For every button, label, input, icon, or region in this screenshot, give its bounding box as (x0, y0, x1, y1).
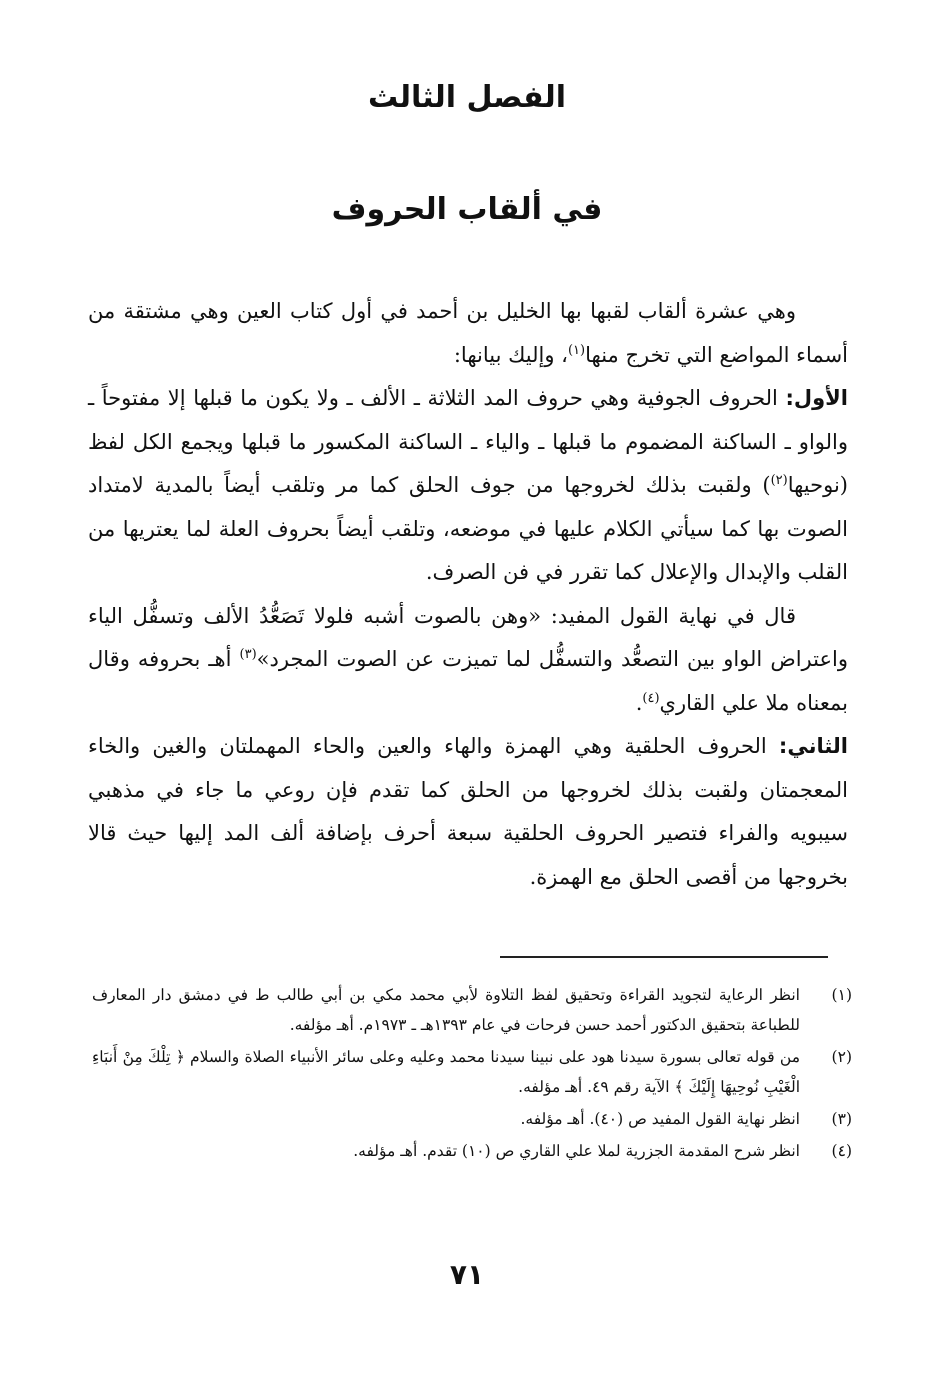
footnote-divider (500, 956, 828, 958)
page-number: ٧١ (449, 1258, 485, 1291)
paragraph-lead: الثاني: (778, 734, 848, 758)
footnote-text: انظر نهاية القول المفيد ص (٤٠). أهـ مؤلفه. (520, 1110, 800, 1128)
paragraph-lead: الأول: (785, 386, 848, 410)
paragraph-tail: أهـ بحروفه وقال بمعناه ملا علي القاري (88, 647, 848, 715)
footnote-ref: (٤) (642, 690, 660, 706)
paragraph-quote (88, 595, 848, 726)
paragraph-tail: ) ولقبت بذلك لخروجها من جوف الحلق كما مر وتلقب أيضاً بالمدية لامتداد الصوت بها كما سيأتي الكلام عليها في موضعه، وتلقب أيضاً بحروف العلة لما يعتريها من القلب والإبدال والإعلال كما تقرر في فن الصرف. (88, 473, 848, 584)
footnote-item (92, 1042, 852, 1102)
paragraph-text: وهي عشرة ألقاب لقبها بها الخليل بن أحمد في أول كتاب العين وهي مشتقة من أسماء المواضع التي تخرج منها (88, 299, 848, 367)
paragraph-tail: ، وإليك بيانها: (453, 342, 568, 367)
footnotes (92, 980, 852, 1168)
footnote-ref: (٣) (239, 647, 257, 662)
paragraph-second (88, 725, 848, 899)
paragraph-text: الحروف الحلقية وهي الهمزة والهاء والعين والحاء المهملتان والغين والخاء المعجمتان ولقبت بذلك لخروجها من الحلق كما تقدم فإن روعي ما جاء في مذهبي سيبويه والفراء فتصير الحروف الحلقية سبعة أحرف بإضافة ألف المد إليها حيث قالا بخروجها من أقصى الحلق مع الهمزة. (88, 734, 848, 889)
footnote-text: انظر شرح المقدمة الجزرية لملا علي القاري ص (١٠) تقدم. أهـ مؤلفه. (353, 1142, 800, 1160)
body-text (88, 290, 848, 899)
footnote-item (92, 1136, 852, 1166)
section-title: في ألقاب الحروف (331, 192, 603, 227)
footnote-number: (١) (831, 986, 852, 1004)
footnote-item (92, 1104, 852, 1134)
paragraph-text: الحروف الجوفية وهي حروف المد الثلاثة ـ الألف ـ ولا يكون ما قبلها إلا مفتوحاً ـ والواو ـ الساكنة المضموم ما قبلها ـ والياء ـ الساكنة المكسور ما قبلها ويجمع الكل لفظ (نوحيها (88, 386, 848, 497)
footnote-ref: (٢) (770, 473, 788, 488)
footnote-text: انظر الرعاية لتجويد القراءة وتحقيق لفظ التلاوة لأبي محمد مكي بن أبي طالب ط في دمشق دار المعارف للطباعة بتحقيق الدكتور أحمد حسن فرحات في عام ١٣٩٣هـ ـ ١٩٧٣م. أهـ مؤلفه. (92, 986, 800, 1034)
paragraph-intro (88, 290, 848, 377)
chapter-title: الفصل الثالث (367, 80, 566, 115)
paragraph-first (88, 377, 848, 595)
paragraph-text: قال في نهاية القول المفيد: «وهن بالصوت أشبه فلولا تَصَعُّدُ الألف وتسفُّل الياء واعتراض الواو بين التصعُّد والتسفُّل لما تميزت عن الصوت المجرد» (88, 603, 848, 671)
footnote-ref: (١) (567, 342, 586, 358)
footnote-item (92, 980, 852, 1040)
footnote-number: (٤) (831, 1142, 852, 1160)
paragraph-tail: . (635, 690, 643, 715)
footnote-number: (٣) (831, 1110, 852, 1128)
footnote-number: (٢) (831, 1048, 852, 1066)
footnote-text: من قوله تعالى بسورة سيدنا هود على نبينا سيدنا محمد وعليه وعلى سائر الأنبياء الصلاة والسلام ﴿ تِلْكَ مِنْ أَنبَاءِ الْغَيْبِ نُوحِيهَا إِلَيْكَ ﴾ الآية رقم ٤٩. أهـ مؤلفه. (92, 1048, 800, 1096)
